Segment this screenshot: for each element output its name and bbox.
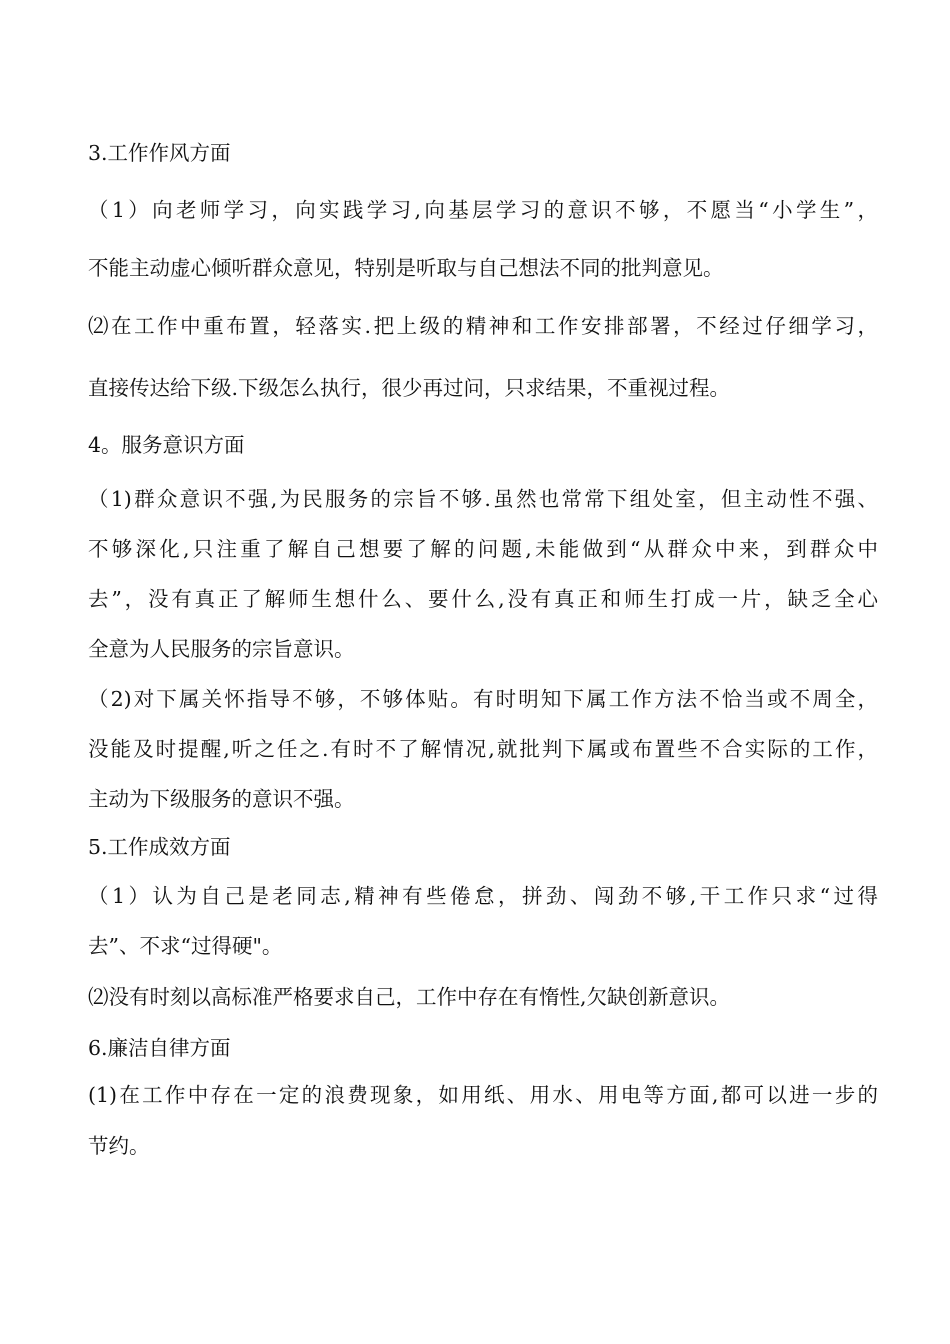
paragraph-line: 全意为人民服务的宗旨意识。 xyxy=(88,637,355,661)
paragraph-line: （1）向老师学习，向实践学习,向基层学习的意识不够，不愿当“小学生”， xyxy=(88,198,878,222)
paragraph-line: （2)对下属关怀指导不够，不够体贴。有时明知下属工作方法不恰当或不周全， xyxy=(88,687,878,711)
paragraph-line: （1）认为自己是老同志,精神有些倦怠，拼劲、闯劲不够,干工作只求“过得 xyxy=(88,884,878,908)
heading-service-awareness: 4。服务意识方面 xyxy=(88,433,245,457)
heading-integrity: 6.廉洁自律方面 xyxy=(88,1036,231,1060)
paragraph-line: 去”、不求“过得硬"。 xyxy=(88,934,283,958)
paragraph-line: 没能及时提醒,听之任之.有时不了解情况,就批判下属或布置些不合实际的工作， xyxy=(88,737,878,761)
paragraph-line: (1)在工作中存在一定的浪费现象，如用纸、用水、用电等方面,都可以进一步的 xyxy=(88,1083,878,1107)
paragraph-line: （1)群众意识不强,为民服务的宗旨不够.虽然也常常下组处室，但主动性不强、 xyxy=(88,487,878,511)
paragraph-line: ⑵没有时刻以高标准严格要求自己，工作中存在有惰性,欠缺创新意识。 xyxy=(88,985,731,1009)
heading-work-results: 5.工作成效方面 xyxy=(88,835,231,859)
paragraph-line: 不能主动虚心倾听群众意见，特别是听取与自己想法不同的批判意见。 xyxy=(88,256,724,280)
paragraph-line: 节约。 xyxy=(88,1134,150,1158)
heading-work-style: 3.工作作风方面 xyxy=(88,141,231,165)
paragraph-line: 去”，没有真正了解师生想什么、要什么,没有真正和师生打成一片，缺乏全心 xyxy=(88,587,878,611)
paragraph-line: ⑵在工作中重布置，轻落实.把上级的精神和工作安排部署，不经过仔细学习， xyxy=(88,314,878,338)
paragraph-line: 主动为下级服务的意识不强。 xyxy=(88,787,355,811)
paragraph-line: 直接传达给下级.下级怎么执行，很少再过问，只求结果，不重视过程。 xyxy=(88,376,731,400)
paragraph-line: 不够深化,只注重了解自己想要了解的问题,未能做到“从群众中来，到群众中 xyxy=(88,537,878,561)
